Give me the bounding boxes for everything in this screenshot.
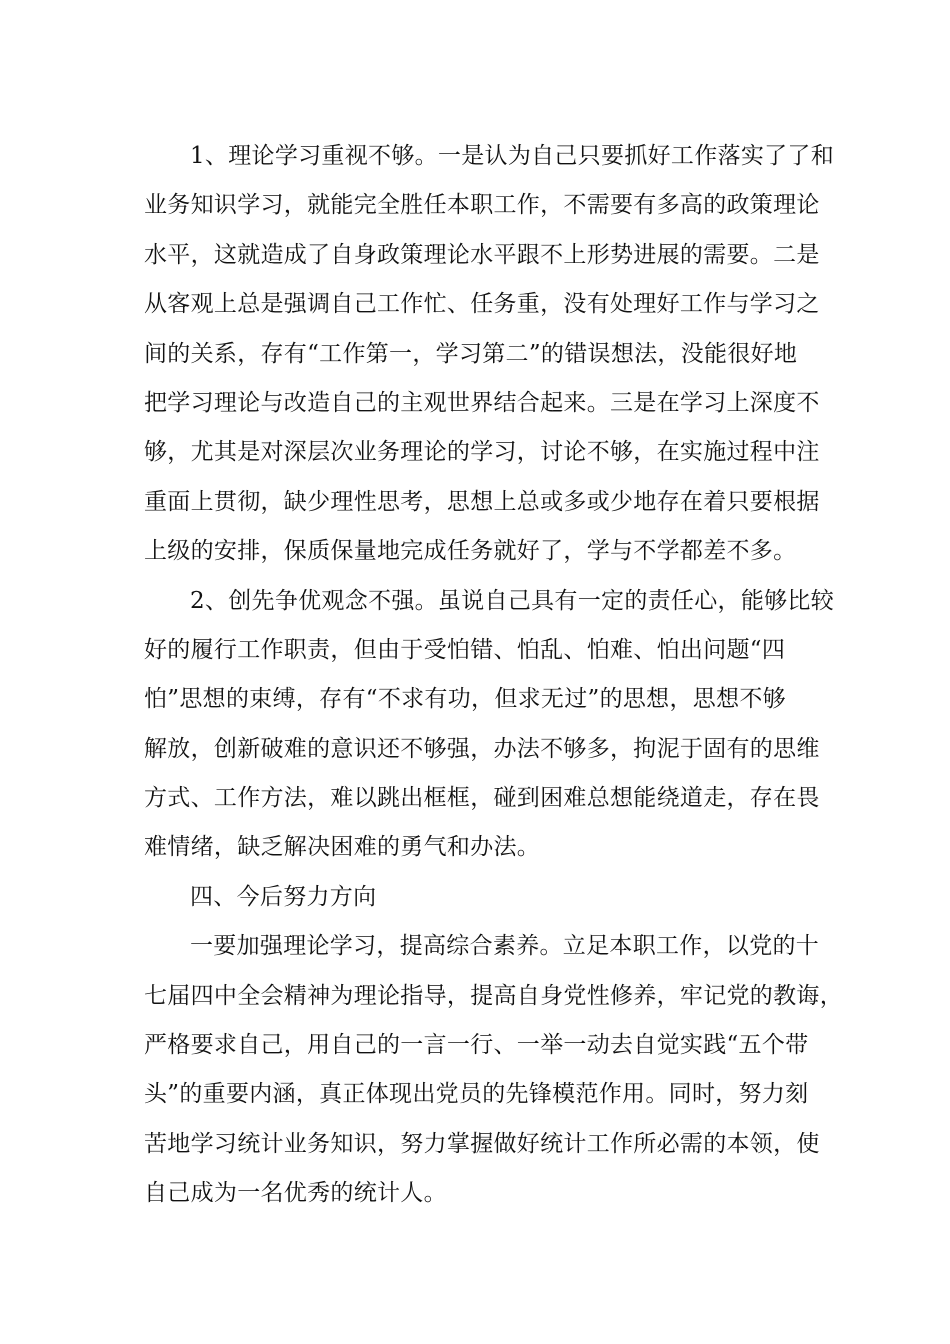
text-line: 2、创先争优观念不强。虽说自己具有一定的责任心，能够比较 [190, 587, 835, 614]
text-line: 间的关系，存有“工作第一，学习第二”的错误想法，没能很好地 [144, 340, 798, 367]
text-line: 业务知识学习，就能完全胜任本职工作，不需要有多高的政策理论 [144, 192, 820, 219]
text-line: 把学习理论与改造自己的主观世界结合起来。三是在学习上深度不 [144, 389, 820, 416]
text-line: 七届四中全会精神为理论指导，提高自身党性修养，牢记党的教诲， [144, 982, 843, 1009]
text-line: 苦地学习统计业务知识，努力掌握做好统计工作所必需的本领，使 [144, 1130, 820, 1157]
text-line: 1、理论学习重视不够。一是认为自己只要抓好工作落实了了和 [190, 143, 835, 169]
text-line: 够，尤其是对深层次业务理论的学习，讨论不够，在实施过程中注 [144, 439, 820, 466]
text-line: 自己成为一名优秀的统计人。 [144, 1180, 447, 1207]
text-line: 难情绪，缺乏解决困难的勇气和办法。 [144, 834, 541, 861]
text-line: 好的履行工作职责，但由于受怕错、怕乱、怕难、怕出问题“四 [144, 636, 786, 663]
text-line: 水平，这就造成了自身政策理论水平跟不上形势进展的需要。二是 [144, 241, 820, 268]
text-line: 严格要求自己，用自己的一言一行、一举一动去自觉实践“五个带 [144, 1032, 809, 1059]
text-line: 重面上贯彻，缺少理性思考，思想上总或多或少地存在着只要根据 [144, 488, 820, 515]
text-line: 一要加强理论学习，提高综合素养。立足本职工作，以党的十 [190, 933, 820, 960]
text-line: 上级的安排，保质保量地完成任务就好了，学与不学都差不多。 [144, 538, 797, 565]
text-line: 从客观上总是强调自己工作忙、任务重，没有处理好工作与学习之 [144, 291, 820, 318]
section-heading: 四、今后努力方向 [190, 883, 377, 910]
text-line: 头”的重要内涵，真正体现出党员的先锋模范作用。同时，努力刻 [144, 1081, 809, 1108]
text-line: 方式、工作方法，难以跳出框框，碰到困难总想能绕道走，存在畏 [144, 785, 820, 812]
document-body [144, 132, 843, 1219]
text-line: 怕”思想的束缚，存有“不求有功，但求无过”的思想，思想不够 [144, 686, 786, 713]
text-line: 解放，创新破难的意识还不够强，办法不够多，拘泥于固有的思维 [144, 735, 820, 762]
